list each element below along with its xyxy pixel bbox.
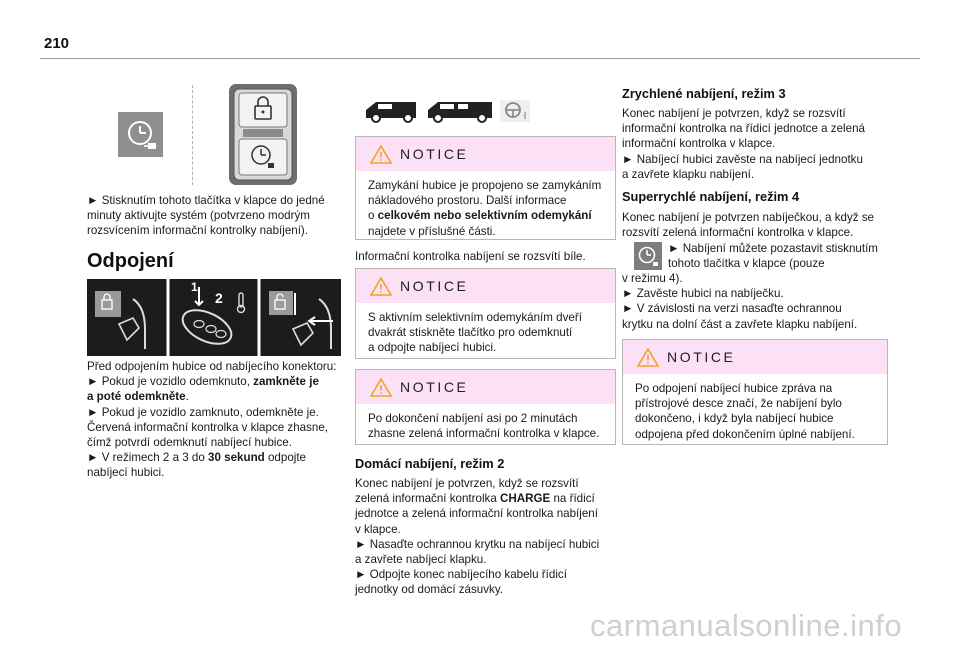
notice-title: NOTICE (400, 146, 469, 162)
unlocking-figure (87, 279, 341, 356)
warning-triangle-icon (637, 348, 659, 367)
steering-wheel-icon (500, 100, 530, 122)
notice-header (356, 269, 615, 303)
notice-title: NOTICE (400, 278, 469, 294)
van-icon (366, 102, 416, 122)
charging-flap-illustration (228, 83, 298, 186)
clock-plug-icon (634, 242, 662, 270)
super-rapid-text-bottom: v režimu 4). ► Zavěste hubici na nabíječku. ► V závislosti na verzi nasaďte ochrannou krytku na dolní část a zavřete klapku nabíjení. (622, 272, 858, 331)
intro-text: ► Stisknutím tohoto tlačítka v klapce do jedné minuty aktivujte systém (potvrzeno modrým rozsvícením informační kontrolky nabíjení). (87, 194, 325, 238)
super-rapid-text-top: Konec nabíjení je potvrzen nabíječkou, a když se rozsvítí zelená informační kontrolka v klapce. (622, 211, 874, 240)
watermark: carmanualsonline.info (590, 608, 903, 643)
section-heading-home-charging: Domácí nabíjení, režim 2 (355, 456, 505, 471)
notice-box-2 (355, 268, 616, 359)
van-icon (428, 102, 492, 122)
notice-body: Po dokončení nabíjení asi po 2 minutách zhasne zelená informační kontrolka v klapce. (368, 412, 600, 441)
notice-body: Po odpojení nabíjecí hubice zpráva na přístrojové desce značí, že nabíjení bylo dokončeno, i když byla nabíjecí hubice odpojena před dokončením úplné nabíjení. (635, 382, 855, 441)
notice-header (356, 370, 615, 404)
notice-box-3 (355, 369, 616, 445)
header-rule (40, 58, 920, 59)
notice-body: Zamykání hubice je propojeno se zamykáním nákladového prostoru. Další informace o celkovém nebo selektivním odemykání najdete v příslušné části. (368, 179, 602, 238)
notice-header (623, 340, 887, 374)
super-rapid-text-indent: ► Nabíjení můžete pozastavit stisknutím tohoto tlačítka v klapce (pouze (668, 242, 878, 271)
clock-plug-icon (118, 112, 163, 157)
notice-box-1 (355, 136, 616, 240)
warning-triangle-icon (370, 277, 392, 296)
rapid-charging-text: Konec nabíjení je potvrzen, když se rozsvítí informační kontrolka na řídicí jednotce a zelená informační kontrolka v klapce. ► Nabíjecí hubici zavěste na nabíjecí jednotku a zavřete klapku nabíjení. (622, 107, 865, 181)
page-number: 210 (44, 35, 70, 52)
vehicle-icons (364, 98, 534, 124)
notice-box-4 (622, 339, 888, 445)
figure-divider (192, 85, 193, 185)
home-charging-text: Konec nabíjení je potvrzen, když se rozsvítí zelená informační kontrolka CHARGE na řídicí jednotce a zelená informační kontrolka nabíjení v klapce. ► Nasaďte ochrannou krytku na nabíjecí hubici a zavřete nabíjecí klapku. ► Odpojte konec nabíjecího kabelu řídicí jednotky od domácí zásuvky. (355, 477, 600, 597)
warning-triangle-icon (370, 145, 392, 164)
info-line: Informační kontrolka nabíjení se rozsvítí bíle. (355, 250, 586, 263)
section-heading-rapid-charging: Zrychlené nabíjení, režim 3 (622, 86, 786, 101)
svg-text:1: 1 (191, 280, 198, 294)
warning-triangle-icon (370, 378, 392, 397)
disconnect-instructions: Před odpojením hubice od nabíjecího konektoru: ► Pokud je vozidlo odemknuto, zamkněte je a poté odemkněte. ► Pokud je vozidlo zamknuto, odemkněte je. Červená informační kontrolka v klapce zhasne, čímž potvrdí odemknutí nabíjecí hubice. ► V režimech 2 a 3 do 30 sekund odpojte nabíjecí hubici. (87, 360, 337, 480)
notice-title: NOTICE (667, 349, 736, 365)
section-heading-super-rapid: Superrychlé nabíjení, režim 4 (622, 189, 800, 204)
svg-text:2: 2 (215, 290, 223, 306)
notice-title: NOTICE (400, 379, 469, 395)
notice-body: S aktivním selektivním odemykáním dveří dvakrát stiskněte tlačítko pro odemknutí a odpojte nabíjecí hubici. (368, 311, 582, 355)
notice-header (356, 137, 615, 171)
section-heading-odpojeni: Odpojení (87, 250, 174, 272)
